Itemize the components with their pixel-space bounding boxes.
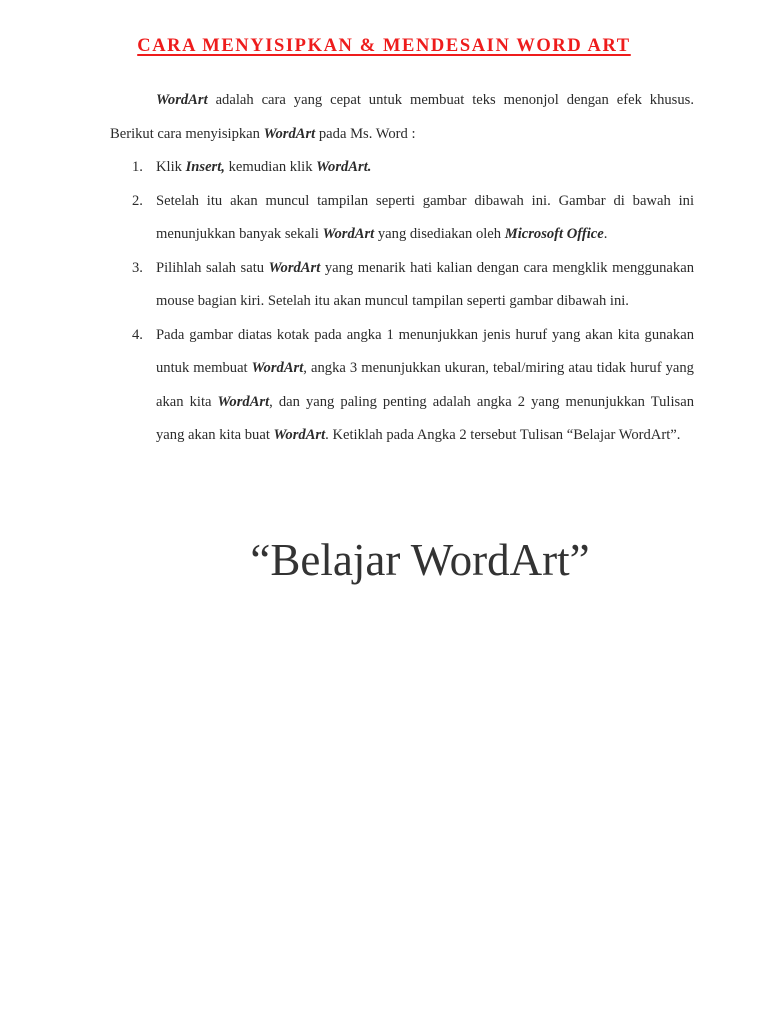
list-item-text bbox=[156, 151, 694, 185]
emphasis-run: WordArt bbox=[322, 226, 375, 242]
list-item-number: 1. bbox=[132, 159, 143, 175]
emphasis-run: WordArt bbox=[268, 259, 321, 276]
list-item-text bbox=[156, 319, 694, 453]
document-body bbox=[110, 84, 694, 453]
list-item-number: 3. bbox=[132, 259, 143, 276]
list-item-number: 4. bbox=[132, 326, 143, 343]
text-run: Setelah itu akan muncul tampilan seperti gambar dibawah ini. Gambar di bawah ini menunjukkan banyak sekali bbox=[156, 192, 694, 242]
text-run: yang menarik hati kalian dengan cara mengklik menggunakan mouse bagian kiri. Setelah itu akan muncul tampilan seperti gambar dibawah ini. bbox=[156, 259, 694, 309]
list-item bbox=[110, 319, 694, 453]
emphasis-run: Insert, bbox=[185, 159, 225, 175]
text-run: yang disediakan oleh bbox=[374, 226, 505, 242]
emphasis-run: WordArt bbox=[251, 360, 304, 376]
intro-paragraph bbox=[110, 84, 694, 151]
emphasis-run: Microsoft Office bbox=[504, 226, 604, 242]
steps-list bbox=[110, 151, 694, 453]
list-item bbox=[110, 185, 694, 252]
list-item-number: 2. bbox=[132, 192, 143, 209]
page-title-text: CARA MENYISIPKAN & MENDESAIN WORD ART bbox=[137, 36, 631, 56]
text-run: Klik bbox=[156, 159, 186, 175]
intro-term: WordArt bbox=[156, 92, 208, 108]
text-run: kemudian klik bbox=[224, 159, 317, 175]
text-run: Pada gambar diatas kotak pada angka 1 menunjukkan jenis huruf yang akan kita gunakan untuk membuat bbox=[156, 326, 694, 376]
intro-term-2: WordArt bbox=[263, 125, 316, 142]
emphasis-run: WordArt bbox=[273, 427, 326, 443]
text-run: Pilihlah salah satu bbox=[156, 259, 269, 276]
text-run: . Ketiklah pada Angka 2 tersebut Tulisan “Belajar WordArt”. bbox=[325, 427, 681, 443]
page-title bbox=[0, 34, 768, 58]
list-item-text bbox=[156, 185, 694, 252]
text-run: , dan yang paling penting adalah angka 2 yang menunjukkan Tulisan yang akan kita buat bbox=[156, 393, 694, 443]
emphasis-run: WordArt bbox=[217, 393, 270, 410]
intro-text-a: adalah cara yang cepat untuk membuat teks menonjol dengan efek khusus. Berikut cara menyisipkan bbox=[110, 92, 694, 142]
text-run: , angka 3 menunjukkan ukuran, tebal/miring atau tidak huruf yang akan kita bbox=[156, 360, 694, 410]
intro-text-b: pada Ms. Word : bbox=[315, 125, 416, 142]
list-item-text bbox=[156, 252, 694, 319]
emphasis-run: WordArt. bbox=[316, 159, 372, 175]
wordart-sample: “Belajar WordArt” bbox=[250, 535, 590, 585]
list-item bbox=[110, 252, 694, 319]
text-run: . bbox=[603, 226, 608, 242]
list-item bbox=[110, 151, 694, 185]
